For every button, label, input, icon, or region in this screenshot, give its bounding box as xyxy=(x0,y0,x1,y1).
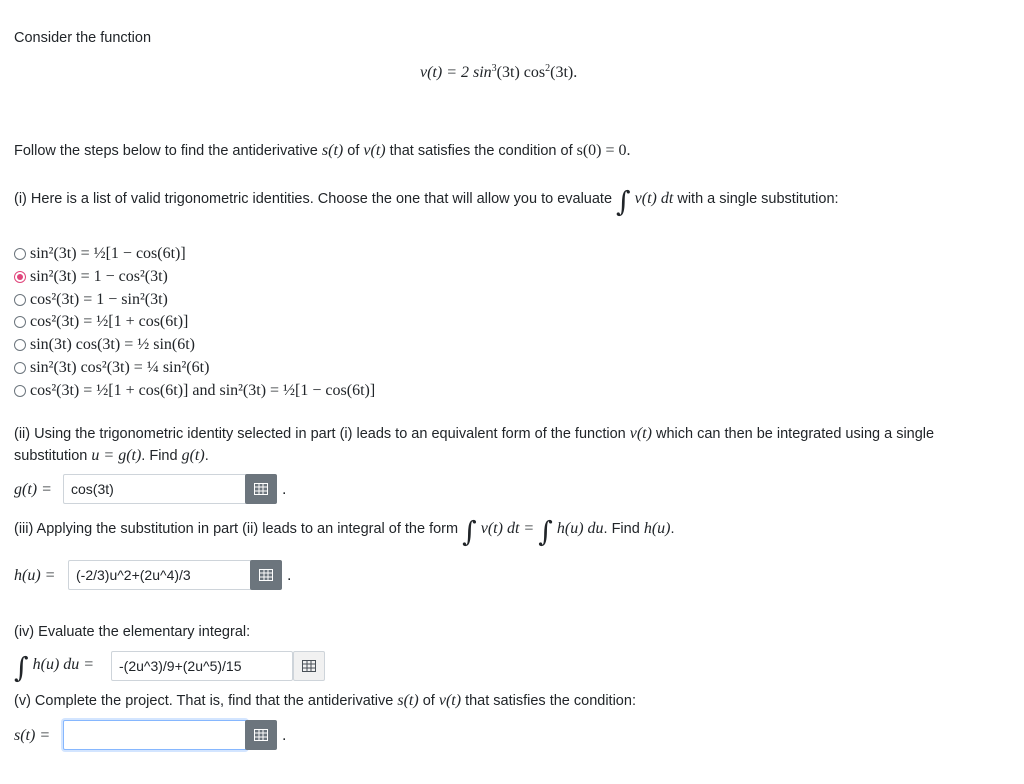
period: . xyxy=(287,567,292,584)
s-answer-field[interactable] xyxy=(63,720,247,750)
identity-option-label: cos²(3t) = ½[1 + cos(6t)] and sin²(3t) = ½[1 − cos(6t)] xyxy=(30,381,376,399)
function-lhs: v(t) = 2 sin xyxy=(420,64,492,81)
part-iv-prompt: (iv) Evaluate the elementary integral: xyxy=(14,624,251,640)
identity-option-label: sin(3t) cos(3t) = ½ sin(6t) xyxy=(30,336,195,354)
part-ii-line1-v: v(t) xyxy=(629,425,652,442)
follow-before: Follow the steps below to find the antiderivative xyxy=(14,143,322,159)
part-v-prompt xyxy=(14,692,636,710)
part-iii-int2: h(u) du xyxy=(556,520,604,537)
part-iii-text-b: . Find xyxy=(603,521,644,537)
part-iii-text-a: (iii) Applying the substitution in part (ii) leads to an integral of the form xyxy=(14,521,459,537)
radio-checked-icon[interactable] xyxy=(14,271,26,283)
integral-sign: ∫ xyxy=(538,515,553,548)
radio-unchecked-icon[interactable] xyxy=(14,362,26,374)
identity-option[interactable] xyxy=(14,289,168,311)
identity-option-label: sin²(3t) = 1 − cos²(3t) xyxy=(30,267,168,285)
period: . xyxy=(282,727,287,744)
identity-option[interactable] xyxy=(14,311,188,333)
radio-unchecked-icon[interactable] xyxy=(14,385,26,397)
radio-unchecked-icon[interactable] xyxy=(14,294,26,306)
g-equation-editor-button[interactable] xyxy=(245,474,277,504)
integral-sign: ∫ xyxy=(14,651,29,684)
h-equation-editor-button[interactable] xyxy=(250,560,282,590)
part-i-tail: with a single substitution: xyxy=(677,191,839,207)
follow-condition: s(0) = 0. xyxy=(576,142,631,159)
part-iv-label: h(u) du = xyxy=(32,656,95,673)
part-ii-line2-c: . xyxy=(204,448,209,464)
function-mid: (3t) cos xyxy=(496,64,546,81)
part-iii-h: h(u) xyxy=(643,520,671,537)
follow-after: that satisfies the condition of xyxy=(385,143,577,159)
integral-sign: ∫ xyxy=(616,185,631,218)
function-pow2: 2 xyxy=(545,63,551,74)
part-ii-prompt-line2 xyxy=(14,447,209,465)
part-v-of: of xyxy=(418,693,439,709)
identity-option[interactable] xyxy=(14,334,195,356)
g-answer-field[interactable]: cos(3t) xyxy=(63,474,247,504)
integral-label xyxy=(14,651,95,684)
part-ii-line2-a: substitution xyxy=(14,448,92,464)
part-ii-prompt xyxy=(14,425,934,443)
intro-text: Consider the function xyxy=(14,30,152,46)
s-equation-editor-button[interactable] xyxy=(245,720,277,750)
identity-option-label: cos²(3t) = 1 − sin²(3t) xyxy=(30,290,168,308)
identity-option-label: sin²(3t) cos²(3t) = ¼ sin²(6t) xyxy=(30,359,210,376)
part-ii-line1-b: which can then be integrated using a single xyxy=(651,426,935,442)
radio-unchecked-icon[interactable] xyxy=(14,316,26,328)
follow-s: s(t) xyxy=(321,142,344,159)
instructions-text xyxy=(14,142,631,160)
part-i-text: (i) Here is a list of valid trigonometric identities. Choose the one that will allow you to evaluate xyxy=(14,191,613,207)
part-ii-line2-g: g(t) xyxy=(181,447,205,464)
integral-equation-editor-button[interactable] xyxy=(293,651,325,681)
part-v-text-b: that satisfies the condition: xyxy=(461,693,636,709)
follow-v: v(t) xyxy=(363,142,386,159)
integral-answer-field[interactable]: -(2u^3)/9+(2u^5)/15 xyxy=(111,651,293,681)
part-ii-line1-a: (ii) Using the trigonometric identity selected in part (i) leads to an equivalent form of the function xyxy=(14,426,630,442)
follow-of: of xyxy=(343,143,364,159)
integral-sign: ∫ xyxy=(462,515,477,548)
grid-icon xyxy=(302,660,316,672)
part-v-s: s(t) xyxy=(397,692,419,709)
grid-icon xyxy=(259,569,273,581)
s-label: s(t) = xyxy=(14,727,51,744)
identity-option[interactable] xyxy=(14,243,186,265)
identity-option[interactable] xyxy=(14,380,375,402)
function-pow1: 3 xyxy=(491,63,497,74)
h-label: h(u) = xyxy=(14,567,56,584)
grid-icon xyxy=(254,729,268,741)
identity-option[interactable] xyxy=(14,266,168,288)
function-rhs: (3t). xyxy=(550,64,578,81)
h-answer-field[interactable]: (-2/3)u^2+(2u^4)/3 xyxy=(68,560,252,590)
part-v-v: v(t) xyxy=(438,692,462,709)
radio-unchecked-icon[interactable] xyxy=(14,248,26,260)
part-ii-line2-u: u = g(t) xyxy=(91,447,142,464)
part-ii-line2-b: . Find xyxy=(141,448,182,464)
part-iii-int1: v(t) dt = xyxy=(480,520,535,537)
identity-option-label: cos²(3t) = ½[1 + cos(6t)] xyxy=(30,313,189,331)
g-label: g(t) = xyxy=(14,481,52,498)
identity-option[interactable] xyxy=(14,357,209,379)
period: . xyxy=(282,481,287,498)
identity-option-label: sin²(3t) = ½[1 − cos(6t)] xyxy=(30,245,186,262)
grid-icon xyxy=(254,483,268,495)
part-iii-prompt xyxy=(14,515,675,548)
part-iii-text-c: . xyxy=(670,521,675,537)
part-i-integrand: v(t) dt xyxy=(634,190,674,207)
function-equation xyxy=(420,64,577,82)
radio-unchecked-icon[interactable] xyxy=(14,339,26,351)
part-v-text-a: (v) Complete the project. That is, find that the antiderivative xyxy=(14,693,398,709)
part-i-prompt xyxy=(14,185,839,218)
